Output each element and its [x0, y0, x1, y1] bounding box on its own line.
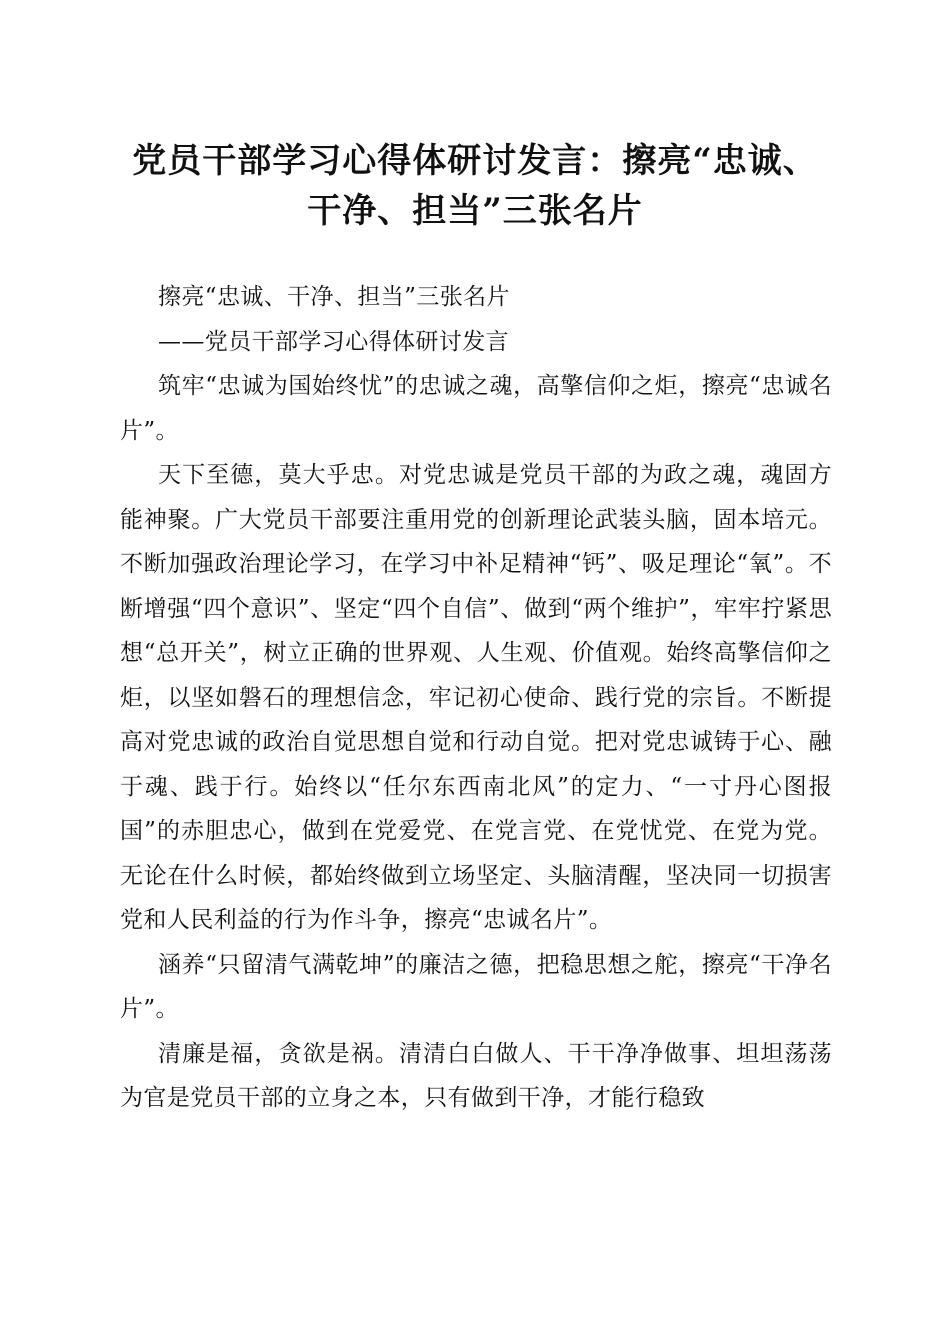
document-body	[120, 275, 832, 1121]
section-heading-integrity: 涵养“只留清气满乾坤”的廉洁之德，把稳思想之舵，擦亮“干净名片”。	[120, 951, 832, 1022]
title-line-1: 党员干部学习心得体研讨发言：擦亮“忠诚、	[132, 141, 818, 181]
title-line-2: 干净、担当”三张名片	[307, 191, 643, 231]
paragraph-integrity: 清廉是福，贪欲是祸。清清白白做人、干干净净做事、坦坦荡荡为官是党员干部的立身之本，只有做到干净，才能行稳致	[120, 1040, 832, 1111]
subtitle-paragraph: 擦亮“忠诚、干净、担当”三张名片	[158, 284, 510, 310]
paragraph-loyalty: 天下至德，莫大乎忠。对党忠诚是党员干部的为政之魂，魂固方能神聚。广大党员干部要注重用党的创新理论武装头脑，固本培元。不断加强政治理论学习，在学习中补足精神“钙”、吸足理论“氧”。不断增强“四个意识”、坚定“四个自信”、做到“两个维护”，牢牢拧紧思想“总开关”，树立正确的世界观、人生观、价值观。始终高擎信仰之炬，以坚如磐石的理想信念，牢记初心使命、践行党的宗旨。不断提高对党忠诚的政治自觉思想自觉和行动自觉。把对党忠诚铸于心、融于魂、践于行。始终以“任尔东西南北风”的定力、“一寸丹心图报国”的赤胆忠心，做到在党爱党、在党言党、在党忧党、在党为党。无论在什么时候，都始终做到立场坚定、头脑清醒，坚决同一切损害党和人民利益的行为作斗争，擦亮“忠诚名片”。	[120, 462, 832, 933]
document-title	[110, 136, 840, 236]
subtitle-byline: ——党员干部学习心得体研讨发言	[158, 328, 509, 355]
section-heading-loyalty: 筑牢“忠诚为国始终忧”的忠诚之魂，高擎信仰之炬，擦亮“忠诚名片”。	[120, 373, 832, 444]
